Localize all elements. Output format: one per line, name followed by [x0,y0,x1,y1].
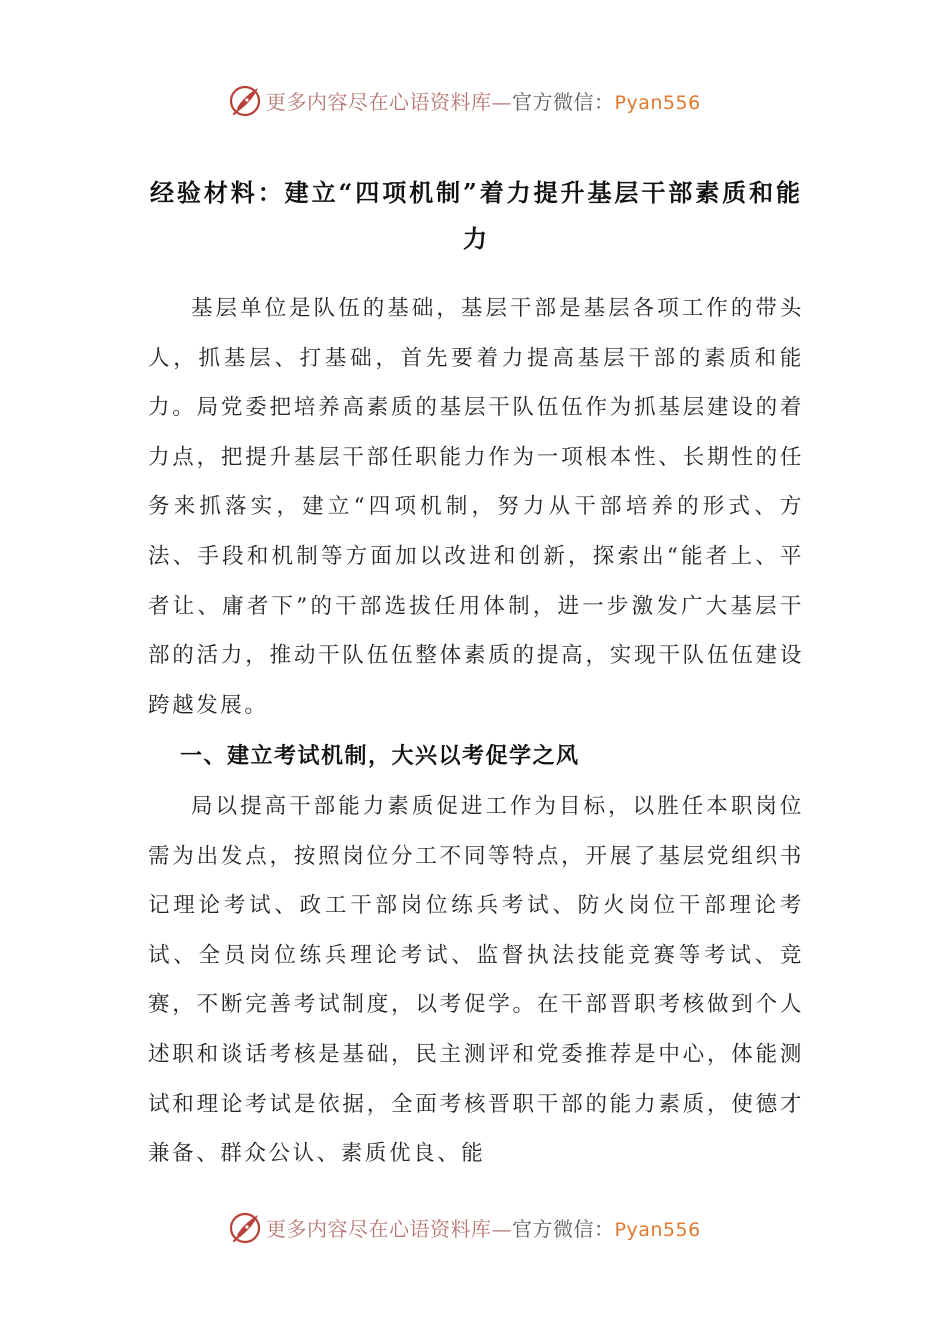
watermark-text [266,1215,701,1244]
wechat-id: Pyan556 [614,1219,701,1241]
wechat-label: 官方微信： [512,90,615,114]
pen-nib-logo-icon [228,83,264,119]
watermark-text [266,88,701,117]
title-line-1: 经验材料：建立“四项机制”着力提升基层干部素质和能 [150,178,802,207]
title-line-2: 力 [463,224,489,253]
paragraph-intro: 基层单位是队伍的基础，基层干部是基层各项工作的带头人，抓基层、打基础，首先要着力提高基层干部的素质和能力。局党委把培养高素质的基层干队伍伍作为抓基层建设的着力点，把提升基层干部任职能力作为一项根本性、长期性的任务来抓落实，建立“四项机制，努力从干部培养的形式、方法、手段和机制等方面加以改进和创新，探索出“能者上、平者让、庸者下”的干部选拔任用体制，进一步激发广大基层干部的活力，推动干队伍伍整体素质的提高，实现干队伍伍建设跨越发展。 [148,296,804,718]
paragraph-exam-mechanism: 局以提高干部能力素质促进工作为目标，以胜任本职岗位需为出发点，按照岗位分工不同等特点，开展了基层党组织书记理论考试、政工干部岗位练兵考试、防火岗位干部理论考试、全员岗位练兵理论考试、监督执法技能竞赛等考试、竞赛，不断完善考试制度，以考促学。在干部晋职考核做到个人述职和谈话考核是基础，民主测评和党委推荐是中心，体能测试和理论考试是依据，全面考核晋职干部的能力素质，使德才兼备、群众公认、素质优良、能 [148,794,804,1167]
watermark-banner-top [0,77,950,127]
watermark-slogan: 更多内容尽在心语资料库— [266,1217,512,1241]
watermark-banner-bottom [0,1204,950,1254]
document-title [150,170,802,262]
watermark-slogan: 更多内容尽在心语资料库— [266,90,512,114]
wechat-id: Pyan556 [614,92,701,114]
section-heading-1: 一、建立考试机制，大兴以考促学之风 [180,743,580,769]
pen-nib-logo-icon [228,1210,264,1246]
wechat-label: 官方微信： [512,1217,615,1241]
